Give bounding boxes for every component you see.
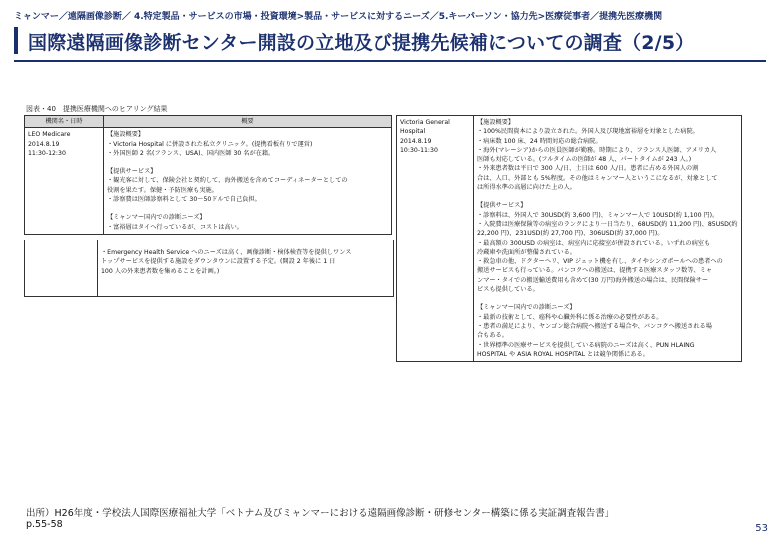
summary-line: ・入院費は医療保険等の病室のランクにより一日当たり、68USD(約 11,200 円)、85USD(約 <box>477 220 738 228</box>
summary-line: 役割を果たす。保健・予防医療も実施。 <box>107 186 218 194</box>
institution-name: LEO Medicare <box>28 131 71 139</box>
summary-line: 【施設概要】 <box>477 119 515 126</box>
hearing-table-left-continued <box>24 240 394 297</box>
summary-line: 【提供サービス】 <box>477 202 527 210</box>
summary-line: ・外来患者数は平日で 300 人/日、土日は 600 人/日。患者に占める外国人の割 <box>477 165 699 173</box>
spacer <box>107 204 388 213</box>
summary-line: ・富裕層はタイへ行っているが、コストは高い。 <box>107 223 243 231</box>
summary-line: ンマー・タイでの搬送輸送費用も含めて(30 万円)海外搬送の場合は、民間保険サー <box>477 276 709 284</box>
summary-cell-victoria <box>474 116 742 362</box>
summary-line: 【ミャンマー国内での診断ニーズ】 <box>107 214 206 222</box>
institution-time: 10:30-11:30 <box>400 146 438 154</box>
summary-cell-leo-continued <box>97 240 387 296</box>
hearing-table-right <box>396 115 742 362</box>
header-summary: 概要 <box>104 116 392 128</box>
summary-line: ・最新の技術として、癌科や心臓外科に係る治療の必要性がある。 <box>477 313 663 321</box>
institution-date: 2014.8.19 <box>400 137 432 145</box>
figure-caption: 図表・40 提携医療機関へのヒアリング結果 <box>26 105 168 113</box>
summary-line: ・Emergency Health Service へのニーズは高く、画像診断・検体検査等を提供しワンス <box>101 249 352 256</box>
summary-line: 冷蔵庫や洗面所が整備されている。 <box>477 248 576 256</box>
summary-line: 【提供サービス】 <box>107 168 157 176</box>
summary-line: 22,200 円)、231USD(約 27,700 円)、306USD(約 37,000 円)。 <box>477 230 664 238</box>
spacer <box>477 192 738 201</box>
summary-line: は所得水準の高層に向けた上の人。 <box>477 184 576 192</box>
summary-line: ・Victoria Hospital に併設された私立クリニック。(提携看板有りで運営) <box>107 140 313 148</box>
summary-line: ・救急車の他、ドクターヘリ、VIP ジェット機を有し、タイやシンガポールへの患者への <box>477 258 723 266</box>
summary-line: ・病床数 100 床、24 時間対応の総合病院。 <box>477 137 602 145</box>
summary-line: ・100%民間資本により設立された。外国人及び現地富裕層を対象とした病院。 <box>477 128 699 136</box>
table-row <box>397 116 742 362</box>
source-note <box>26 505 614 530</box>
summary-line: 【ミャンマー国内での診断ニーズ】 <box>477 304 576 312</box>
page-title: 国際遠隔画像診断センター開設の立地及び提携先候補についての調査（2/5） <box>28 32 695 54</box>
summary-line: ・観光客に対して、保険会社と契約して、海外搬送を含めてコーディネーターとしての <box>107 177 348 185</box>
hearing-table-left <box>24 115 392 235</box>
summary-line: 医師も対応している。(フルタイムの医師が 48 人、パートタイムが 243 人。) <box>477 156 692 164</box>
summary-line: トップサービスを提供する施設をダウンタウンに設置する予定。(開設 2 年後に 1 日 <box>101 258 336 266</box>
summary-line: ・最高額の 300USD の病室は、病室内に応接室が併設されている。いずれの病室も <box>477 239 711 247</box>
summary-line: ・患者の満足により、ヤンゴン総合病院へ搬送する場合や、バンコクへ搬送される場 <box>477 322 712 330</box>
table-row <box>25 128 392 235</box>
page-number: 53 <box>755 523 768 534</box>
source-line: 出所）H26年度・学校法人国際医療福祉大学「ベトナム及びミャンマーにおける遠隔画像診断・研修センター構築に係る実証調査報告書」 <box>26 508 615 519</box>
source-pages: p.55-58 <box>26 519 63 530</box>
institution-cell-victoria <box>397 116 474 362</box>
summary-line: ・海外(マレーシア)からの医員医師が勤務。時期により、フランス人医師、アメリカ人 <box>477 146 717 154</box>
summary-line: 合もある。 <box>477 332 508 340</box>
summary-line: 合は、人口、外部とも 5%程度。その他はミャンマー人というこになるが、対象として <box>477 174 718 182</box>
title-accent-bar <box>14 27 18 54</box>
summary-line: 搬送サービスも行っている。バンコクへの搬送は、提携する医療スタッフ数等、ミャ <box>477 267 712 275</box>
institution-time: 11:30-12:30 <box>28 149 66 157</box>
summary-line: ビスも提供している。 <box>477 286 539 294</box>
summary-line: ・診察費は医師診察料として 30～50ドルで自己負担。 <box>107 196 261 204</box>
institution-date: 2014.8.19 <box>28 140 60 148</box>
summary-line: ・世界標準の医療サービスを提供している病院のニーズは高く、PUN HLAING <box>477 341 695 349</box>
institution-name: Victoria General Hospital <box>400 119 450 136</box>
summary-line: ・診察料は、外国人で 30USD(約 3,600 円)、ミャンマー人で 10USD(約 1,100 円)。 <box>477 211 719 219</box>
summary-line: 100 人の外来患者数を集めることを計画。) <box>101 267 220 275</box>
header-institution: 機関名・日時 <box>25 116 104 128</box>
summary-line: HOSPITAL や ASIA ROYAL HOSPITAL とは競争関係にある。 <box>477 350 649 358</box>
summary-cell-leo <box>104 128 392 235</box>
table-header-row <box>25 116 392 128</box>
spacer <box>477 294 738 303</box>
summary-line: ・外国医師 2 名(フランス、USA)、国内医師 30 名が在籍。 <box>107 149 275 157</box>
breadcrumb: ミャンマー／遠隔画像診断／ 4.特定製品・サービスの市場・投資環境>製品・サービスに対するニーズ／5.キーパーソン・協力先>医療従事者／提携先医療機関 <box>14 12 663 22</box>
title-divider <box>14 60 766 62</box>
spacer <box>107 158 388 167</box>
institution-cell-leo <box>25 128 104 235</box>
summary-line: 【施設概要】 <box>107 131 145 139</box>
